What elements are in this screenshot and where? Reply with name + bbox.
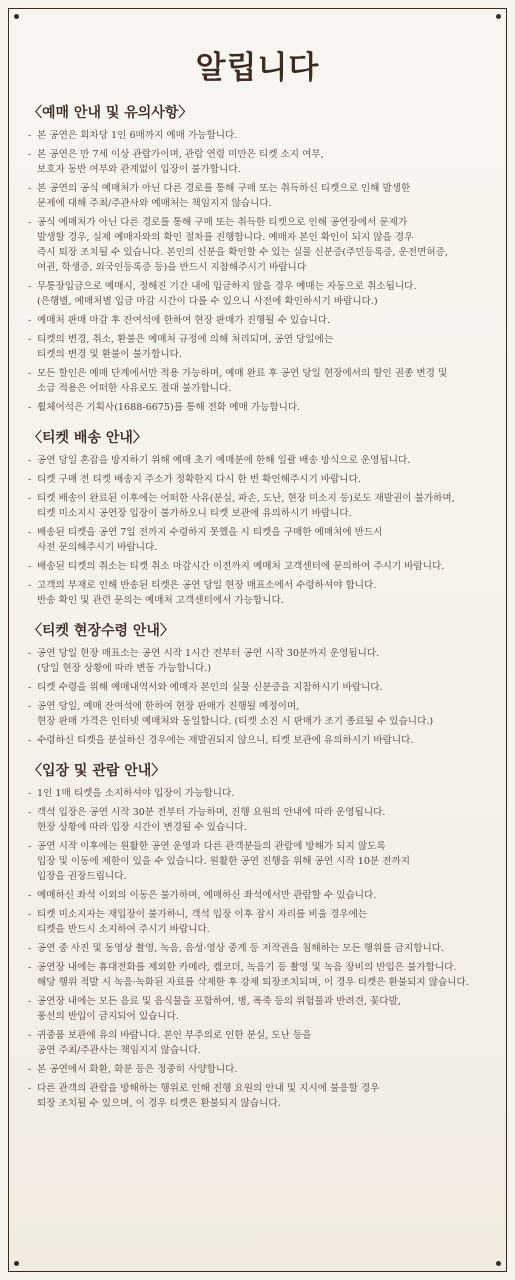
notice-item-line: - 티켓 배송이 완료된 이후에는 어떠한 사유(분실, 파손, 도난, 현장 미소지 등)로도 재발권이 불가하며, — [37, 493, 455, 504]
notice-item-line: - 공연 당일 혼잡을 방지하기 위해 예매 초기 예매분에 한해 일괄 배송 방식으로 운영됩니다. — [37, 455, 411, 466]
notice-item — [28, 400, 488, 415]
notice-item — [28, 366, 488, 396]
corner-dot — [14, 14, 19, 19]
notice-item — [28, 805, 488, 835]
notice-item — [28, 279, 488, 309]
notice-item-line: - 본 공연의 공식 예매처가 아닌 다른 경로를 통해 구매 또는 취득하신 티켓으로 인해 발생한 — [37, 183, 411, 194]
page-title: 알립니다 — [195, 50, 320, 86]
notice-section — [28, 427, 488, 608]
notice-item-line: 입장을 권장드립니다. — [37, 871, 127, 882]
notice-item-line: 보호자 동반 여부와 관계없이 입장이 불가합니다. — [37, 164, 241, 175]
notice-item — [28, 215, 488, 275]
notice-item-line: - 공식 예매처가 아닌 다른 경로를 통해 구매 또는 취득한 티켓으로 인해 공연장에서 문제가 — [37, 217, 408, 228]
notice-item — [28, 680, 488, 695]
notice-item — [28, 332, 488, 362]
notice-item-line: 여권, 학생증, 외국인등록증 등)을 반드시 지참해주시기 바랍니다 — [37, 262, 307, 273]
notice-item-line: - 공연 당일, 예매 잔여석에 한하여 현장 판매가 진행될 예정이며, — [37, 701, 300, 712]
notice-item — [28, 888, 488, 903]
notice-item-line: 발생할 경우, 실제 예매자와의 확인 절차를 진행합니다. 예매자 본인 확인이 되지 않을 경우 — [37, 232, 414, 243]
notice-item — [28, 559, 488, 574]
notice-item-line: - 1인 1매 티켓을 소지하셔야 입장이 가능합니다. — [37, 788, 235, 799]
notice-item-line: 사전 문의해주시기 바랍니다. — [37, 542, 158, 553]
notice-item-line: 입장 및 이동에 제한이 있을 수 있습니다. 원활한 공연 진행을 위해 공연 시작 10분 전까지 — [37, 856, 411, 867]
notice-item — [28, 1028, 488, 1058]
notice-item — [28, 960, 488, 990]
notice-item-line: - 귀중품 보관에 유의 바랍니다. 본인 부주의로 인한 분실, 도난 등을 — [37, 1030, 312, 1041]
notice-section — [28, 620, 488, 748]
notice-item-line: - 공연 당일 현장 매표소는 공연 시작 1시간 전부터 공연 시작 30분까지 운영됩니다. — [37, 648, 380, 659]
notice-item — [28, 453, 488, 468]
notice-item-line: - 무통장입금으로 예매시, 정해진 기간 내에 입금하지 않을 경우 예매는 자동으로 취소됩니다. — [37, 281, 417, 292]
notice-item — [28, 1081, 488, 1111]
notice-item-line: 티켓의 변경 및 환불이 불가합니다. — [37, 349, 182, 360]
notice-item-line: - 공연 중 사진 및 동영상 촬영, 녹음, 음성·영상 중계 등 저작권을 침해하는 모든 행위를 금지합니다. — [37, 943, 445, 954]
notice-item-line: 풍선의 반입이 금지되어 있습니다. — [37, 1011, 179, 1022]
notice-item — [28, 646, 488, 676]
notice-item-line: - 고객의 부재로 인해 반송된 티켓은 공연 당일 현장 매표소에서 수령하셔야 합니다. — [37, 580, 377, 591]
notice-item-line: - 배송된 티켓을 공연 7일 전까지 수령하지 못했을 시 티켓을 구매한 예매처에 반드시 — [37, 527, 383, 538]
notice-item-line: 티켓을 반드시 소지하여 주시기 바랍니다. — [37, 924, 210, 935]
notice-item — [28, 313, 488, 328]
notice-item-line: - 수령하신 티켓을 분실하신 경우에는 재발권되지 않으니, 티켓 보관에 유의하시기 바랍니다. — [37, 735, 414, 746]
notice-item-line: - 공연장 내에는 모든 음료 및 음식물을 포함하여, 병, 폭죽 등의 위험물과 반려견, 꽃다발, — [37, 996, 401, 1007]
notice-item — [28, 472, 488, 487]
notice-item-line: - 다른 관객의 관람을 방해하는 행위로 인해 진행 요원의 안내 및 지시에 불응할 경우 — [37, 1083, 380, 1094]
notice-item — [28, 147, 488, 177]
notice-item-line: 현장 상황에 따라 입장 시간이 변경될 수 있습니다. — [37, 822, 247, 833]
notice-item-line: - 티켓 미소지자는 재입장이 불가하니, 객석 입장 이후 잠시 자리를 비울 경우에는 — [37, 909, 368, 920]
notice-item-line: - 티켓 구매 전 티켓 배송지 주소가 정확한지 다시 한 번 확인해주시기 바랍니다. — [37, 474, 361, 485]
notice-item-line: 퇴장 조치될 수 있으며, 이 경우 티켓은 환불되지 않습니다. — [37, 1098, 281, 1109]
notice-item — [28, 181, 488, 211]
notice-item — [28, 578, 488, 608]
notice-item — [28, 699, 488, 729]
section-heading: 〈입장 및 관람 안내〉 — [28, 763, 166, 779]
notice-item-line: 반송 확인 및 관련 문의는 예매처 고객센터에서 가능합니다. — [37, 595, 284, 606]
corner-dot — [14, 1261, 19, 1266]
notice-item — [28, 1062, 488, 1077]
notice-item — [28, 907, 488, 937]
notice-item-line: 문제에 대해 주최/주관사와 예매처는 책임지지 않습니다. — [37, 198, 272, 209]
section-heading: 〈티켓 배송 안내〉 — [28, 430, 147, 446]
notice-item-line: - 객석 입장은 공연 시작 30분 전부터 가능하며, 진행 요원의 안내에 따라 운영됩니다. — [37, 807, 386, 818]
notice-content — [28, 102, 488, 1123]
notice-item — [28, 994, 488, 1024]
notice-item-line: - 본 공연은 회차당 1인 6매까지 예매 가능합니다. — [37, 130, 238, 141]
notice-item-line: - 공연 시작 이후에는 원활한 공연 운영과 다른 관객분들의 관람에 방해가 되지 않도록 — [37, 841, 386, 852]
notice-item-line: 해당 행위 적발 시 녹음·녹화된 자료를 삭제한 후 강제 퇴장조치되며, 이 경우 티켓은 환불되지 않습니다. — [37, 977, 469, 988]
notice-item-line: - 본 공연은 만 7세 이상 관람가이며, 관람 연령 미만은 티켓 소지 여부, — [37, 149, 324, 160]
notice-item — [28, 941, 488, 956]
notice-item-line: 소급 적용은 어떠한 사유로도 절대 불가합니다. — [37, 383, 232, 394]
notice-item — [28, 525, 488, 555]
notice-item — [28, 839, 488, 884]
notice-item — [28, 491, 488, 521]
notice-item-line: - 휠체어석은 기획사(1688-6675)를 통해 전화 예매 가능합니다. — [37, 402, 301, 413]
notice-item — [28, 786, 488, 801]
notice-item-line: - 배송된 티켓의 취소는 티켓 취소 마감시간 이전까지 예매처 고객센터에 문의하여 주시기 바랍니다. — [37, 561, 445, 572]
notice-section — [28, 102, 488, 415]
corner-dot — [496, 1261, 501, 1266]
section-heading: 〈예매 안내 및 유의사항〉 — [28, 105, 193, 121]
notice-item-line: - 예매처 판매 마감 후 잔여석에 한하여 현장 판매가 진행될 수 있습니다. — [37, 315, 331, 326]
notice-item-line: - 모든 할인은 예매 단계에서만 적용 가능하며, 예매 완료 후 공연 당일 현장에서의 할인 권종 변경 및 — [37, 368, 448, 379]
notice-item-line: - 공연장 내에는 휴대전화를 제외한 카메라, 캠코더, 녹음기 등 촬영 및 녹음 장비의 반입은 불가합니다. — [37, 962, 457, 973]
notice-item-line: - 티켓의 변경, 취소, 환불은 예매처 규정에 의해 처리되며, 공연 당일에는 — [37, 334, 334, 345]
notice-item-line: 현장 판매 가격은 인터넷 예매처와 동일합니다. (티켓 소진 시 판매가 조기 종료될 수 있습니다.) — [37, 716, 434, 727]
notice-item-line: - 본 공연에서 화환, 화분 등은 정중히 사양합니다. — [37, 1064, 238, 1075]
notice-item-line: (당일 현장 상황에 따라 변동 가능합니다.) — [37, 663, 212, 674]
notice-item — [28, 128, 488, 143]
notice-item-line: 공연 주최/주관사는 책임지지 않습니다. — [37, 1045, 201, 1056]
notice-item-line: 즉시 퇴장 조치될 수 있습니다. 본인의 신분을 확인할 수 있는 실물 신분증(주민등록증, 운전면허증, — [37, 247, 448, 258]
section-heading: 〈티켓 현장수령 안내〉 — [28, 623, 174, 639]
corner-dot — [496, 14, 501, 19]
notice-item — [28, 733, 488, 748]
notice-section — [28, 760, 488, 1111]
notice-item-line: - 티켓 수령을 위해 예매내역서와 예매자 본인의 실물 신분증을 지참하시기 바랍니다. — [37, 682, 383, 693]
notice-item-line: 티켓 미소지시 공연장 입장이 불가하오니 티켓 보관에 유의하시기 바랍니다. — [37, 508, 352, 519]
notice-item-line: (은행별, 예매처별 입금 마감 시간이 다를 수 있으니 사전에 확인하시기 바랍니다.) — [37, 296, 378, 307]
notice-item-line: - 예매하신 좌석 이외의 이동은 불가하며, 예매하신 좌석에서만 관람할 수 있습니다. — [37, 890, 377, 901]
